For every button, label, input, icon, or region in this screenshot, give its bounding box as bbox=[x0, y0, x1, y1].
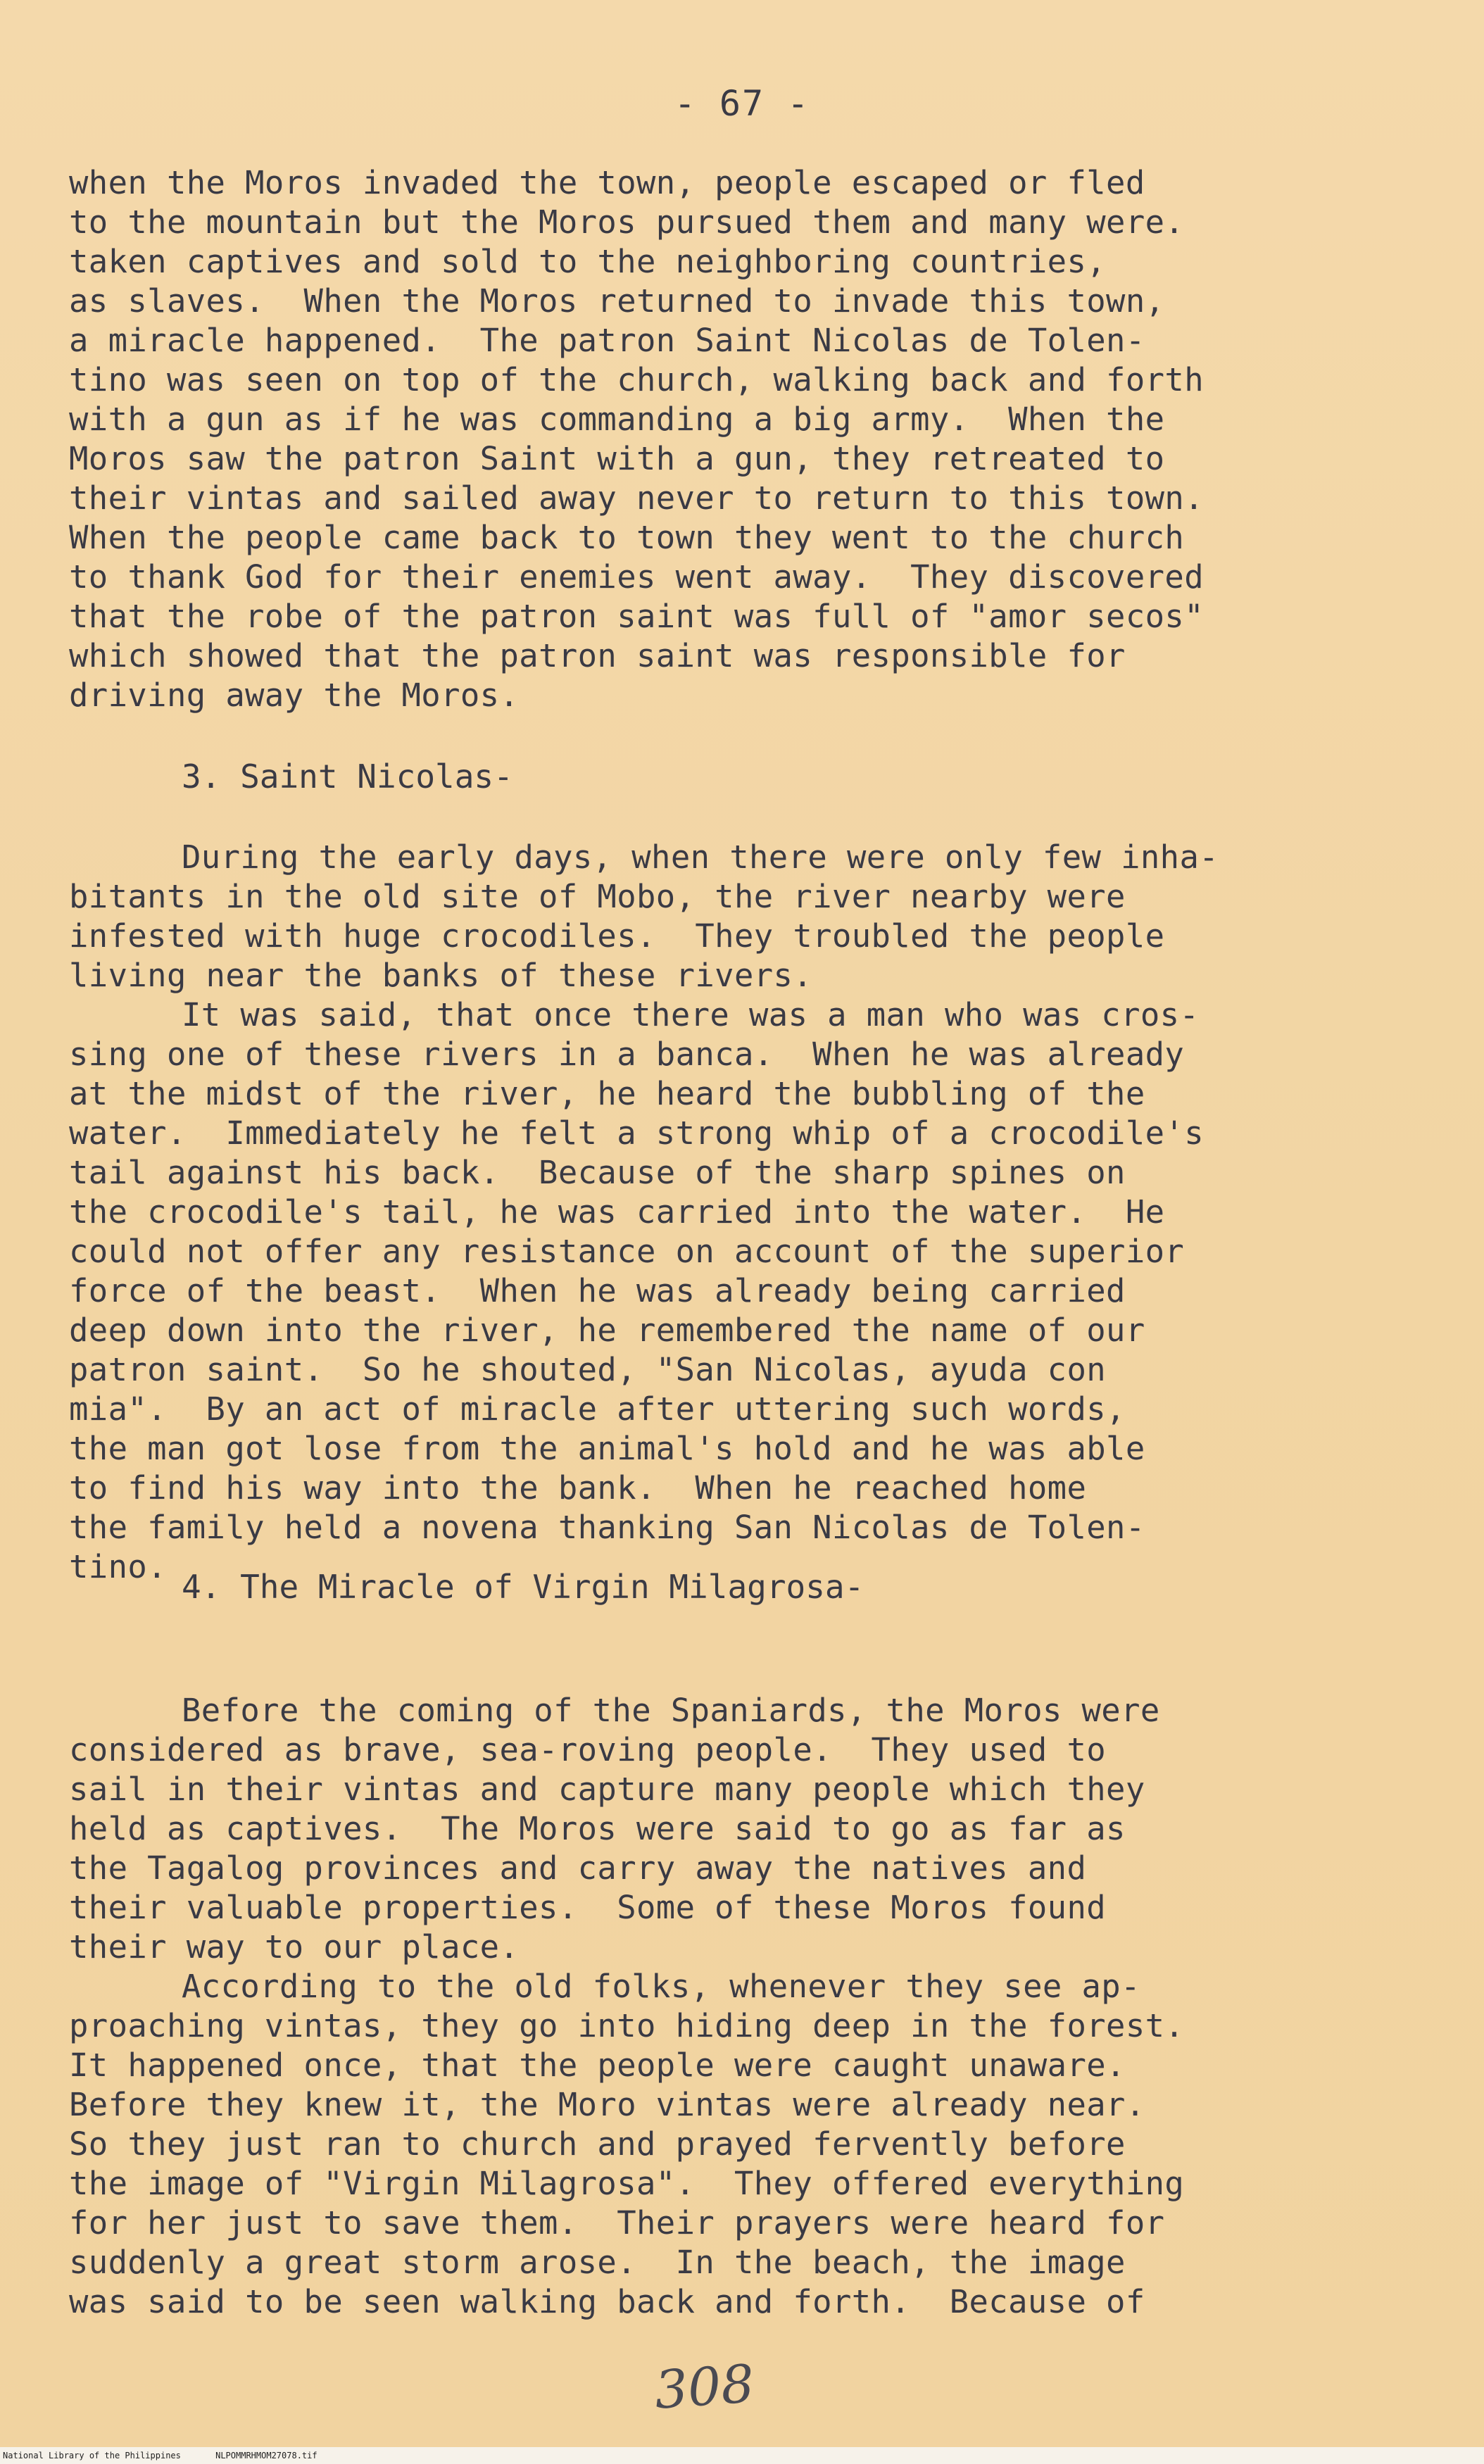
text-line: for her just to save them. Their prayers were heard for bbox=[69, 2204, 1165, 2242]
text-line: when the Moros invaded the town, people escaped or fled bbox=[69, 164, 1145, 201]
text-line: tail against his back. Because of the sharp spines on bbox=[69, 1154, 1126, 1191]
section-heading-saint-nicolas: 3. Saint Nicolas- bbox=[182, 758, 513, 796]
text-line: When the people came back to town they went to the church bbox=[69, 519, 1185, 556]
text-line: held as captives. The Moros were said to go as far as bbox=[69, 1810, 1126, 1847]
handwritten-page-number: 308 bbox=[653, 2353, 757, 2421]
text-line: mia". By an act of miracle after uttering such words, bbox=[69, 1390, 1126, 1428]
text-line: proaching vintas, they go into hiding deep in the forest. bbox=[69, 2007, 1185, 2044]
text-line: the crocodile's tail, he was carried into the water. He bbox=[69, 1193, 1165, 1231]
text-line: as slaves. When the Moros returned to invade this town, bbox=[69, 282, 1165, 320]
paragraph-virgin-milagrosa bbox=[69, 1691, 1428, 2322]
text-line: taken captives and sold to the neighboring countries, bbox=[69, 243, 1107, 280]
text-line: to find his way into the bank. When he reached home bbox=[69, 1469, 1087, 1507]
footer-library: National Library of the Philippines bbox=[3, 2451, 181, 2460]
footer-file: NLPOMMRHMOM27078.tif bbox=[215, 2451, 317, 2460]
text-line: bitants in the old site of Mobo, the river nearby were bbox=[69, 878, 1126, 915]
text-line: It was said, that once there was a man who was cros- bbox=[182, 996, 1200, 1033]
text-line: driving away the Moros. bbox=[69, 677, 520, 714]
text-line: could not offer any resistance on account of the superior bbox=[69, 1233, 1185, 1270]
text-line: According to the old folks, whenever they see ap- bbox=[182, 1968, 1140, 2005]
text-line: sing one of these rivers in a banca. When he was already bbox=[69, 1036, 1185, 1073]
text-line: with a gun as if he was commanding a big army. When the bbox=[69, 401, 1165, 438]
text-line: tino. bbox=[69, 1548, 167, 1585]
text-line: that the robe of the patron saint was full of "amor secos" bbox=[69, 598, 1205, 635]
text-line: living near the banks of these rivers. bbox=[69, 957, 813, 994]
text-line: infested with huge crocodiles. They troubled the people bbox=[69, 917, 1165, 955]
text-line: Before the coming of the Spaniards, the Moros were bbox=[182, 1692, 1160, 1729]
paragraph-moros-invasion bbox=[69, 163, 1428, 715]
text-line: the image of "Virgin Milagrosa". They offered everything bbox=[69, 2165, 1185, 2202]
section-heading-virgin-milagrosa: 4. The Miracle of Virgin Milagrosa- bbox=[182, 1568, 864, 1606]
paragraph-saint-nicolas bbox=[69, 838, 1428, 1587]
text-line: to the mountain but the Moros pursued them and many were. bbox=[69, 203, 1185, 241]
text-line: suddenly a great storm arose. In the beach, the image bbox=[69, 2244, 1126, 2281]
text-line: During the early days, when there were only few inha- bbox=[182, 838, 1219, 876]
text-line: Before they knew it, the Moro vintas were already near. bbox=[69, 2086, 1145, 2123]
text-line: was said to be seen walking back and forth. Because of bbox=[69, 2283, 1145, 2320]
text-line: patron saint. So he shouted, "San Nicolas, ayuda con bbox=[69, 1351, 1107, 1388]
scan-footer bbox=[0, 2447, 1484, 2464]
text-line: considered as brave, sea-roving people. They used to bbox=[69, 1731, 1107, 1768]
text-line: to thank God for their enemies went away. They discovered bbox=[69, 558, 1205, 596]
page-number: - 67 - bbox=[674, 83, 810, 124]
text-line: Moros saw the patron Saint with a gun, they retreated to bbox=[69, 440, 1165, 477]
text-line: force of the beast. When he was already being carried bbox=[69, 1272, 1126, 1309]
text-line: at the midst of the river, he heard the bubbling of the bbox=[69, 1075, 1145, 1112]
text-line: the man got lose from the animal's hold and he was able bbox=[69, 1430, 1145, 1467]
text-line: tino was seen on top of the church, walking back and forth bbox=[69, 361, 1205, 398]
text-line: their way to our place. bbox=[69, 1928, 520, 1966]
text-line: water. Immediately he felt a strong whip of a crocodile's bbox=[69, 1114, 1205, 1152]
text-line: which showed that the patron saint was responsible for bbox=[69, 637, 1126, 674]
text-line: It happened once, that the people were caught unaware. bbox=[69, 2047, 1126, 2084]
text-line: the family held a novena thanking San Nicolas de Tolen- bbox=[69, 1509, 1145, 1546]
text-line: the Tagalog provinces and carry away the natives and bbox=[69, 1849, 1087, 1887]
text-line: deep down into the river, he remembered the name of our bbox=[69, 1312, 1145, 1349]
text-line: their valuable properties. Some of these Moros found bbox=[69, 1889, 1107, 1926]
text-line: sail in their vintas and capture many people which they bbox=[69, 1771, 1145, 1808]
text-line: their vintas and sailed away never to return to this town. bbox=[69, 479, 1205, 517]
text-line: So they just ran to church and prayed fervently before bbox=[69, 2125, 1126, 2163]
text-line: a miracle happened. The patron Saint Nicolas de Tolen- bbox=[69, 322, 1145, 359]
